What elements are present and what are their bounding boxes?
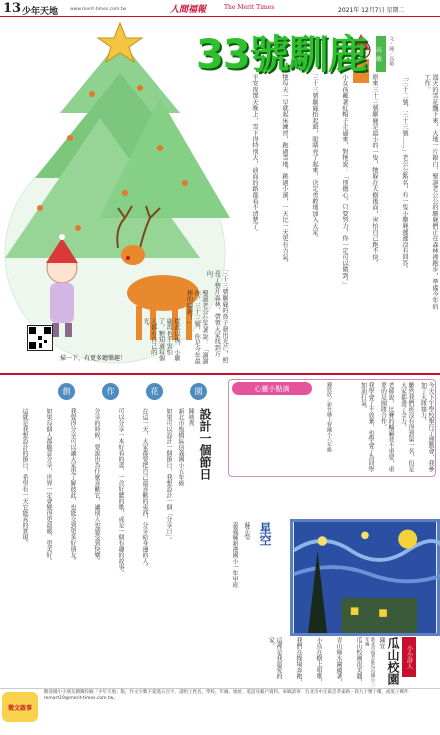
story-column: 三十三號馴鹿的鼻子發出光芒，照亮了整片森林，帶領大家找到方向。 — [205, 270, 228, 363]
author-label: 文・圖／高敏 — [388, 36, 395, 66]
poem-line: 瓜山校園很美麗， — [355, 637, 362, 685]
poem-line: 這裡是我最愛的家。 — [267, 637, 282, 679]
creative-column: 這就是我想設計的節日，希望有一天它能真的實現。 — [21, 408, 28, 546]
creative-author: 陳映秀 — [187, 408, 194, 426]
poem-author: 陳宜 — [378, 637, 385, 649]
story-column: 原來三十三號馴鹿是最小的一隻，牠躲在大樹後面，害怕自己跑不快。 — [371, 74, 378, 267]
section-heading-char: 園 — [190, 383, 207, 400]
story-column: 漫天的雪花飄下來，大地一片銀白，聖誕老公公的馴鹿們正在森林裡跑步，準備今年的工作。 — [423, 74, 438, 310]
tip-heading: 心靈小點滴 — [232, 382, 312, 395]
section-name: 少年天地 — [22, 7, 59, 17]
creative-column: 我覺得分享可以讓大家更了解彼此，也能交到更多好朋友。 — [69, 408, 76, 564]
story-column: 三十三號馴鹿抬起頭，眼睛亮了起來，決定勇敢地加入大家。 — [311, 74, 318, 242]
poem-title: 瓜山校園 — [386, 637, 400, 685]
tip-column: 老師說，比賽的輸贏並不重要，重要的是團隊合作。 — [379, 382, 394, 472]
poem-line: 小鳥在樹上唱歌， — [315, 637, 322, 685]
gallery-title: 星空 — [258, 522, 272, 546]
poem-line: 我們在操場奔跑， — [295, 637, 302, 685]
tip-author: 鍾欣欣／新竹縣上智國小六年級 — [326, 382, 332, 452]
tip-column: 我學會了不放棄，也學會了為同學加油打氣。 — [359, 382, 374, 472]
author-badge: 高敏 — [376, 36, 386, 72]
story-column: 從此以後，小馴鹿再也不害怕了，牠知道每個人都有自己的光。 — [142, 318, 180, 362]
creative-column: 如果每個人都願意分享，世界一定會變得更溫暖、更美好。 — [45, 408, 52, 564]
story-column: 平安夜那天晚上，雪下得特別大，前面的路都看不清楚了。 — [251, 74, 258, 236]
story-column: 牠每天一早就起床練習，跑過雪地、跳過小溪，一天比一天更有力氣。 — [281, 74, 288, 267]
poem-line: 青山綠水圍繞著， — [335, 637, 342, 685]
section-heading-char: 創 — [58, 383, 75, 400]
page-number: 13 — [3, 1, 22, 16]
gallery-school: 嘉義縣新港國小一年甲班 — [231, 522, 238, 588]
qr-code-icon — [28, 326, 52, 350]
creative-column: 如果可以設計一個節日，我想設計一個「分享日」。 — [165, 408, 172, 543]
creative-column: 在這一天，大家都要把自己最喜歡的東西，分享給身邊的人。 — [141, 408, 148, 570]
footer-tag: 徵文啟事 — [2, 692, 38, 722]
section-heading-char: 花 — [146, 383, 163, 400]
poem-heading: 小小詩人 — [402, 637, 416, 677]
site-url[interactable]: www.merit-times.com.tw — [70, 7, 127, 12]
story-column: 小女孩戴著紅帽子走過來，對牠說：「別擔心，只要努力，你一定可以做到。」 — [341, 74, 348, 288]
gallery-author: 蘇芷瑩 — [243, 522, 250, 540]
newspaper-logo: 人間福報 — [170, 5, 207, 15]
qr-code[interactable] — [27, 325, 53, 351]
tip-column: 雖然我們班沒有得到第一名，但是大家都盡了全力。 — [399, 382, 414, 472]
poem-school: 新北市瑞芳區瓜山國小三年級 — [364, 637, 375, 687]
issue-date: 2021年 12月7日 星期二 — [338, 7, 405, 14]
story-title: 33號馴鹿 — [196, 32, 367, 78]
starry-night-painting — [290, 519, 440, 636]
section-divider — [0, 373, 440, 375]
footer-text: 歡迎國小小朋友踴躍投稿「少年天地」版，作文字數不超過五百字，請附上姓名、學校、年級、地址、電話及帳戶資料。來稿請寄：台北市中正區忠孝東路一段九十號十樓，或電子郵件：mmart19@merit-times.com.tw。 — [44, 690, 413, 702]
tip-column: 今天下午學校舉行了運動會，我參加了大隊接力。 — [419, 382, 434, 472]
creative-school: 新北市板橋區信義國小五年級 — [177, 408, 184, 486]
section-heading-char: 作 — [102, 383, 119, 400]
story-column: 「三十二號、三十三號……」老公公點名，有一隻小馴鹿遲遲沒有回答。 — [401, 74, 408, 273]
creative-column: 可以分享一本好看的書、一首好聽的歌，或是一個有趣的故事。 — [117, 408, 124, 576]
creative-title: 設計一個節日 — [198, 408, 212, 480]
qr-caption: 掃一下，有更多聽樂趣！ — [60, 355, 127, 362]
story-column: 聖誕老公公笑著說：「謝謝你，三十三號，你是今年最棒的馴鹿！」 — [185, 290, 208, 365]
creative-column: 分享的時候，要說出為什麼喜歡它，讓別人也感受到快樂。 — [93, 408, 100, 564]
newspaper-logo-en: The Merit Times — [224, 4, 275, 11]
